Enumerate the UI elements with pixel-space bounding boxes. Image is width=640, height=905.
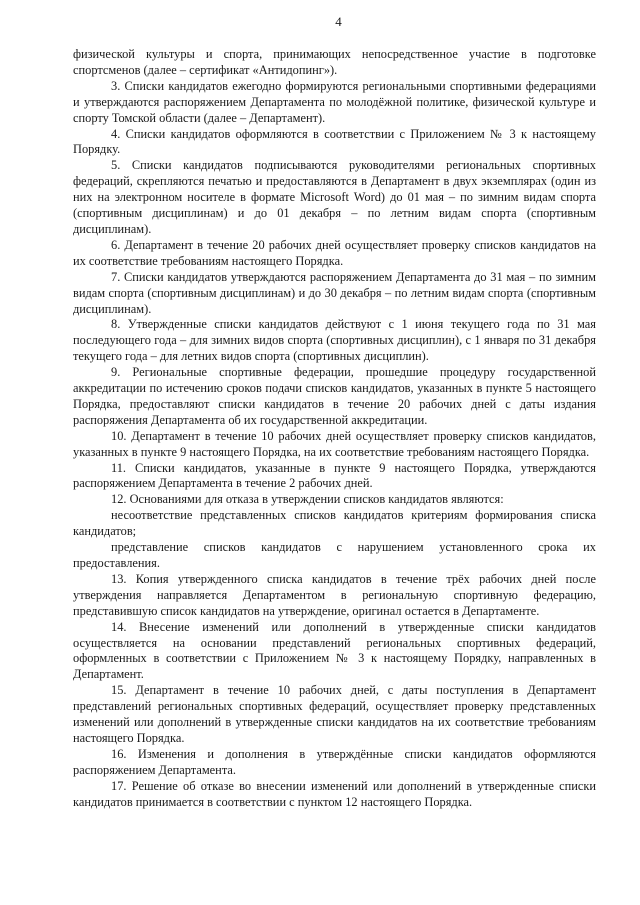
paragraph: 6. Департамент в течение 20 рабочих дней осуществляет проверку списков кандидатов на их соответствие требованиям настоящего Порядка. — [73, 237, 596, 268]
paragraph: 12. Основаниями для отказа в утверждении списков кандидатов являются: — [111, 492, 504, 507]
paragraph: 17. Решение об отказе во внесении изменений или дополнений в утвержденные списки кандидатов принимается в соответствии с пунктом 12 настоящего Порядка. — [73, 778, 596, 809]
paragraph: 14. Внесение изменений или дополнений в утвержденные списки кандидатов осуществляется на основании представлений региональных спортивных федераций, оформленных в соответствии с Приложением № 3 к настоящему Порядку, направленных в Департамент. — [73, 619, 596, 682]
paragraph: 5. Списки кандидатов подписываются руководителями региональных спортивных федераций, скрепляются печатью и предоставляются в Департамент в двух экземплярах (один из них на электронном носителе в формате Microsoft Word) до 01 мая – по зимним видам спорта (спортивным дисциплинам) и до 01 декабря – по летним видам спорта (спортивным дисциплинам). — [73, 158, 596, 236]
paragraph: 3. Списки кандидатов ежегодно формируются региональными спортивными федерациями и утверждаются распоряжением Департамента по молодёжной политике, физической культуре и спорту Томской области (далее – Департамент). — [73, 78, 596, 125]
paragraph: 10. Департамент в течение 10 рабочих дней осуществляет проверку списков кандидатов, указанных в пункте 9 настоящего Порядка, на их соответствие требованиям настоящего Порядка. — [73, 428, 596, 459]
page-number: 4 — [335, 14, 342, 29]
paragraph: 8. Утвержденные списки кандидатов действуют с 1 июня текущего года по 31 мая последующего года – для зимних видов спорта (спортивных дисциплин), с 1 января по 31 декабря текущего года – для летних видов спорта (спортивных дисциплин). — [73, 317, 596, 364]
paragraph: 4. Списки кандидатов оформляются в соответствии с Приложением № 3 к настоящему Порядку. — [73, 126, 596, 157]
paragraph: 13. Копия утвержденного списка кандидатов в течение трёх рабочих дней после утверждения направляется Департаментом в региональную спортивную федерацию, представившую список кандидатов на утверждение, оригинал остается в Департаменте. — [73, 571, 596, 618]
paragraph: 11. Списки кандидатов, указанные в пункте 9 настоящего Порядка, утверждаются распоряжением Департамента в течение 2 рабочих дней. — [73, 460, 596, 491]
paragraph: 7. Списки кандидатов утверждаются распоряжением Департамента до 31 мая – по зимним видам спорта (спортивным дисциплинам) и до 30 декабря – по летним видам спорта (спортивным дисциплинам). — [73, 269, 596, 316]
paragraph: несоответствие представленных списков кандидатов критериям формирования списка кандидатов; — [73, 508, 596, 539]
document-body — [73, 47, 596, 811]
paragraph: физической культуры и спорта, принимающих непосредственное участие в подготовке спортсменов (далее – сертификат «Антидопинг»). — [73, 47, 596, 77]
paragraph: представление списков кандидатов с нарушением установленного срока их предоставления. — [73, 540, 596, 570]
paragraph: 16. Изменения и дополнения в утверждённые списки кандидатов оформляются распоряжением Департамента. — [73, 746, 596, 777]
paragraph: 15. Департамент в течение 10 рабочих дней, с даты поступления в Департамент представлений региональных спортивных федераций, осуществляет проверку представленных изменений или дополнений в утвержденные списки кандидатов на их соответствие требованиям настоящего Порядка. — [73, 683, 596, 745]
paragraph: 9. Региональные спортивные федерации, прошедшие процедуру государственной аккредитации по истечению сроков подачи списков кандидатов, указанных в пункте 5 настоящего Порядка, предоставляют списки кандидатов в течение 20 рабочих дней с даты издания распоряжения Департамента об их государственной аккредитации. — [73, 365, 596, 427]
